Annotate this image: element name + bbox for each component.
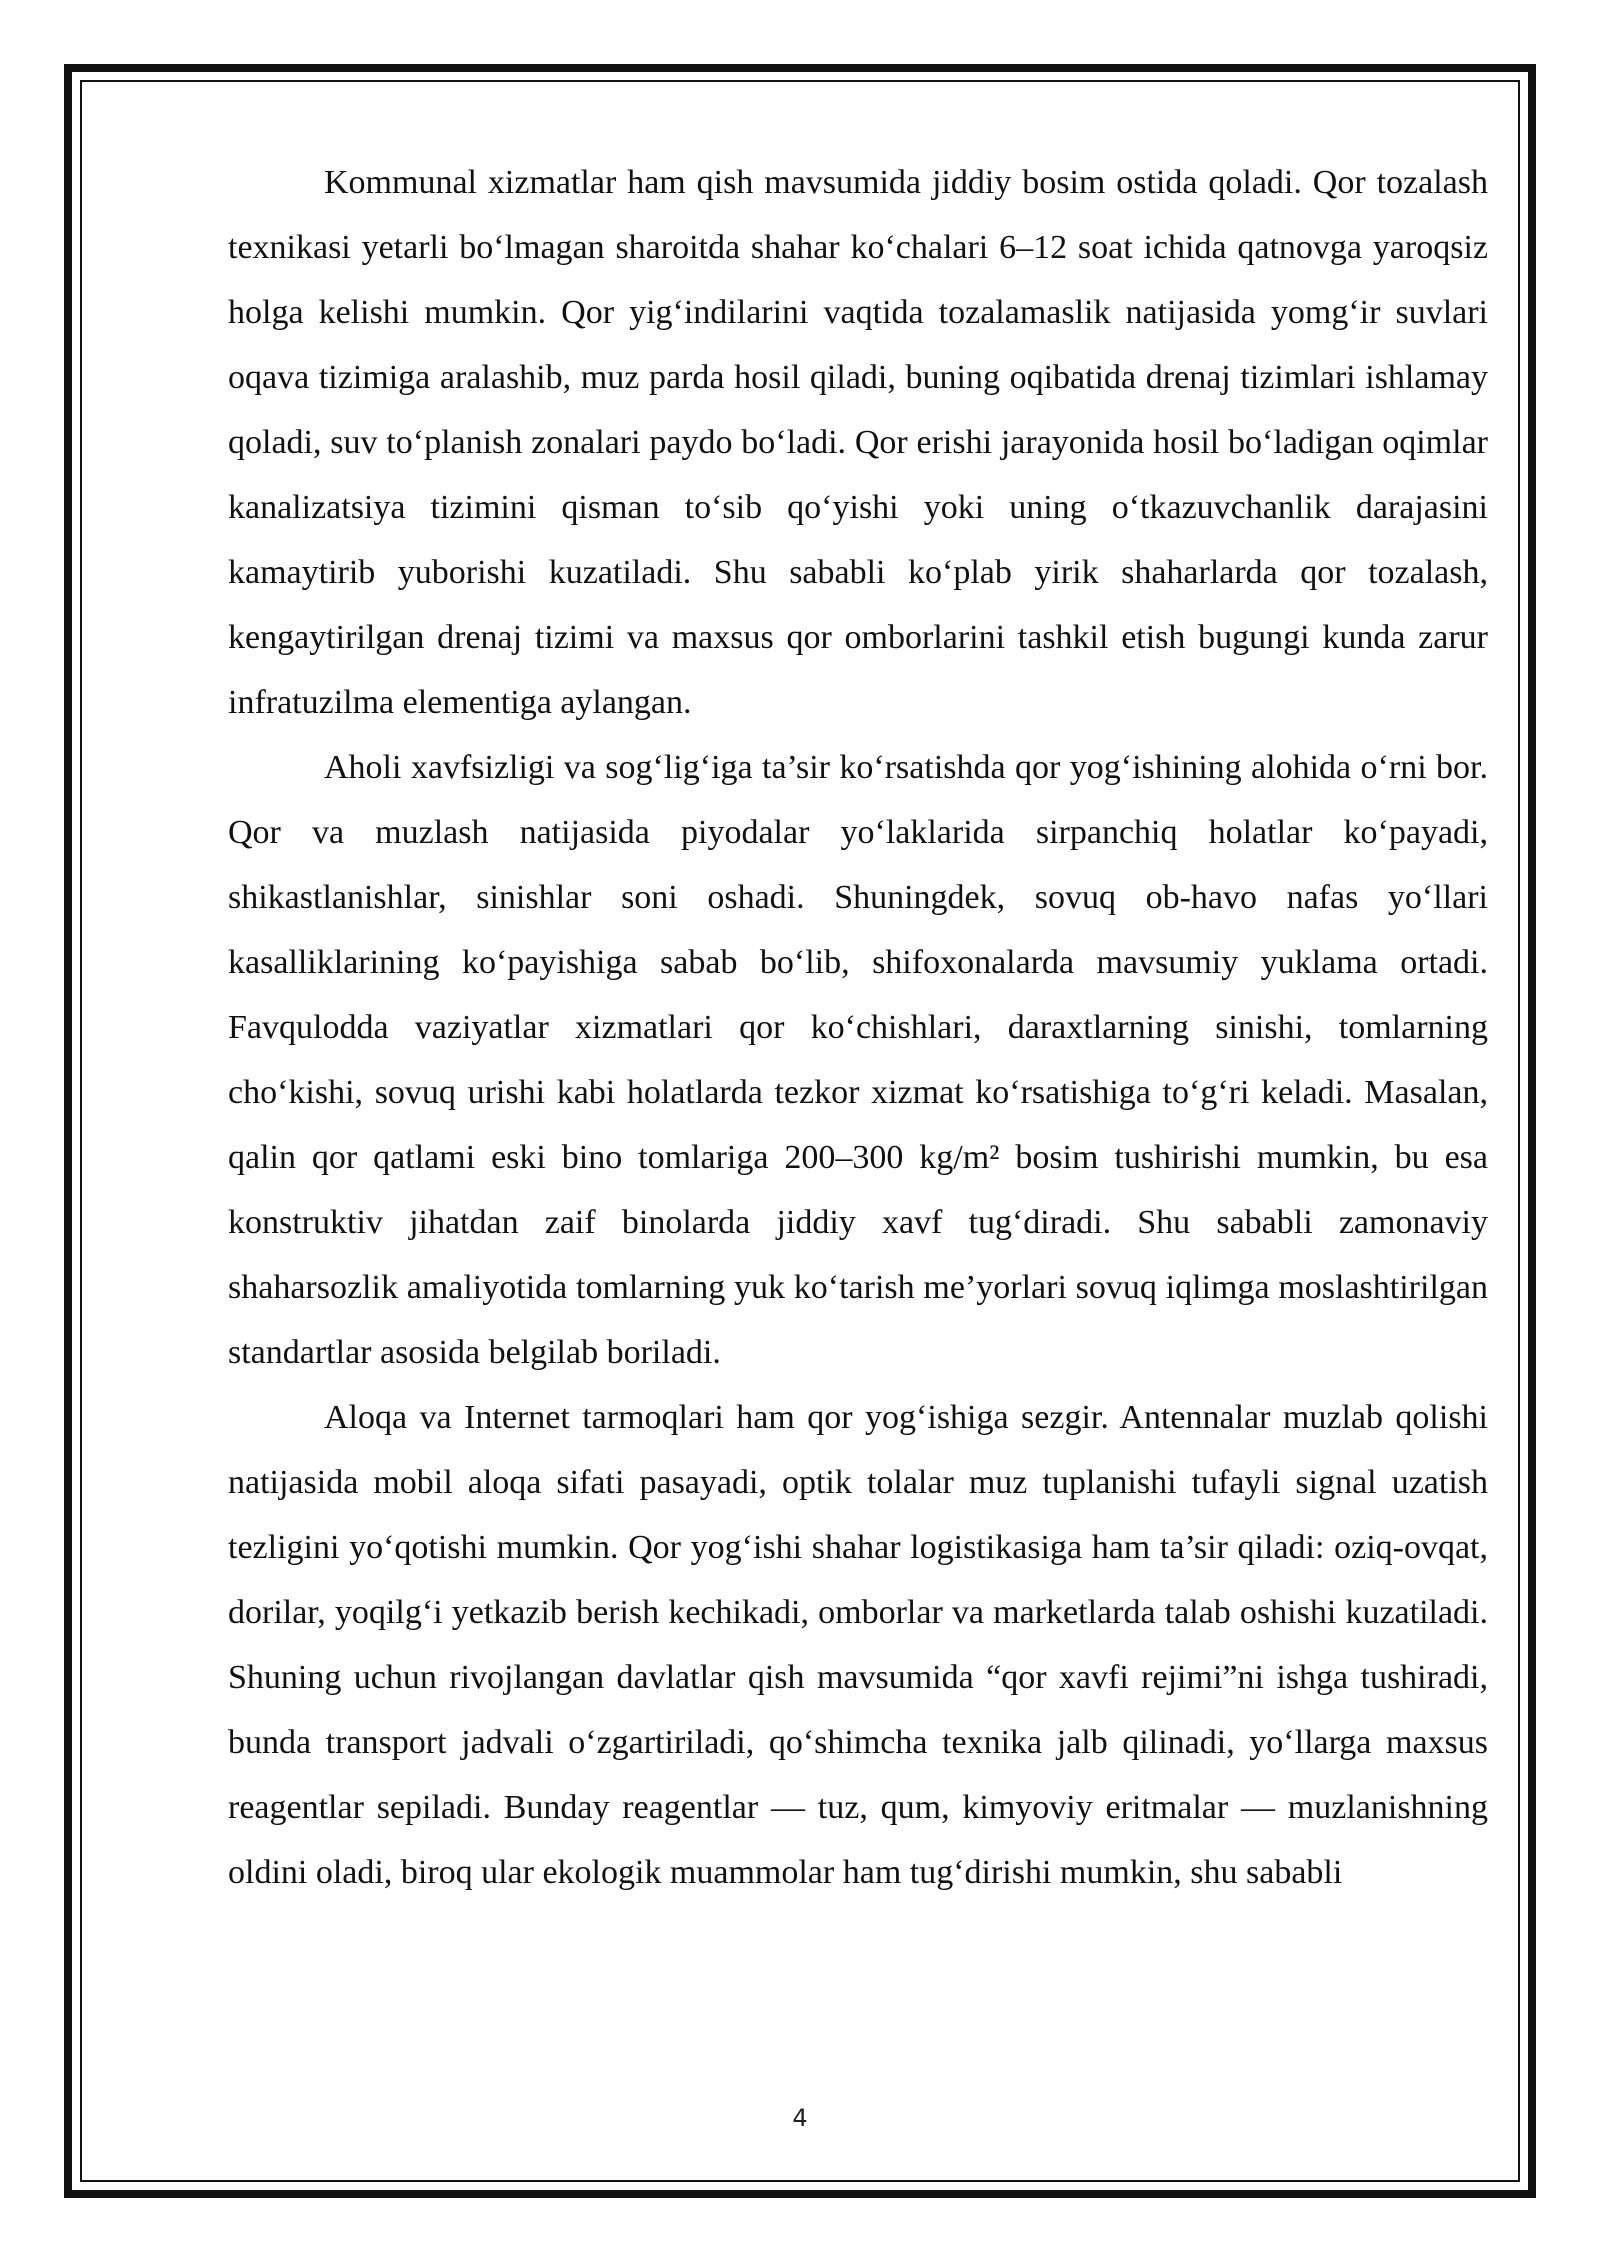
document-body — [228, 150, 1488, 1905]
paragraph-communal-services: Kommunal xizmatlar ham qish mavsumida jiddiy bosim ostida qoladi. Qor tozalash texnikasi yetarli bo‘lmagan sharoitda shahar ko‘chalari 6–12 soat ichida qatnovga yaroqsiz holga kelishi mumkin. Qor yig‘indilarini vaqtida tozalamaslik natijasida yomg‘ir suvlari oqava tizimiga aralashib, muz parda hosil qiladi, buning oqibatida drenaj tizimlari ishlamay qoladi, suv to‘planish zonalari paydo bo‘ladi. Qor erishi jarayonida hosil bo‘ladigan oqimlar kanalizatsiya tizimini qisman to‘sib qo‘yishi yoki uning o‘tkazuvchanlik darajasini kamaytirib yuborishi kuzatiladi. Shu sababli ko‘plab yirik shaharlarda qor tozalash, kengaytirilgan drenaj tizimi va maxsus qor omborlarini tashkil etish bugungi kunda zarur infratuzilma elementiga aylangan. — [228, 164, 1488, 721]
paragraph-public-safety: Aholi xavfsizligi va sog‘lig‘iga ta’sir ko‘rsatishda qor yog‘ishining alohida o‘rni bor. Qor va muzlash natijasida piyodalar yo‘laklarida sirpanchiq holatlar ko‘payadi, shikastlanishlar, sinishlar soni oshadi. Shuningdek, sovuq ob-havo nafas yo‘llari kasalliklarining ko‘payishiga sabab bo‘lib, shifoxonalarda mavsumiy yuklama ortadi. Favqulodda vaziyatlar xizmatlari qor ko‘chishlari, daraxtlarning sinishi, tomlarning cho‘kishi, sovuq urishi kabi holatlarda tezkor xizmat ko‘rsatishiga to‘g‘ri keladi. Masalan, qalin qor qatlami eski bino tomlariga 200–300 kg/m² bosim tushirishi mumkin, bu esa konstruktiv jihatdan zaif binolarda jiddiy xavf tug‘diradi. Shu sababli zamonaviy shaharsozlik amaliyotida tomlarning yuk ko‘tarish me’yorlari sovuq iqlimga moslashtirilgan standartlar asosida belgilab boriladi. — [228, 749, 1488, 1371]
paragraph-communications: Aloqa va Internet tarmoqlari ham qor yog‘ishiga sezgir. Antennalar muzlab qolishi natijasida mobil aloqa sifati pasayadi, optik tolalar muz tuplanishi tufayli signal uzatish tezligini yo‘qotishi mumkin. Qor yog‘ishi shahar logistikasiga ham ta’sir qiladi: oziq-ovqat, dorilar, yoqilg‘i yetkazib berish kechikadi, omborlar va marketlarda talab oshishi kuzatiladi. Shuning uchun rivojlangan davlatlar qish mavsumida “qor xavfi rejimi”ni ishga tushiradi, bunda transport jadvali o‘zgartiriladi, qo‘shimcha texnika jalb qilinadi, yo‘llarga maxsus reagentlar sepiladi. Bunday reagentlar — tuz, qum, kimyoviy eritmalar — muzlanishning oldini oladi, biroq ular ekologik muammolar ham tug‘dirishi mumkin, shu sababli — [228, 1399, 1488, 1891]
page-number: 4 — [792, 2104, 808, 2132]
